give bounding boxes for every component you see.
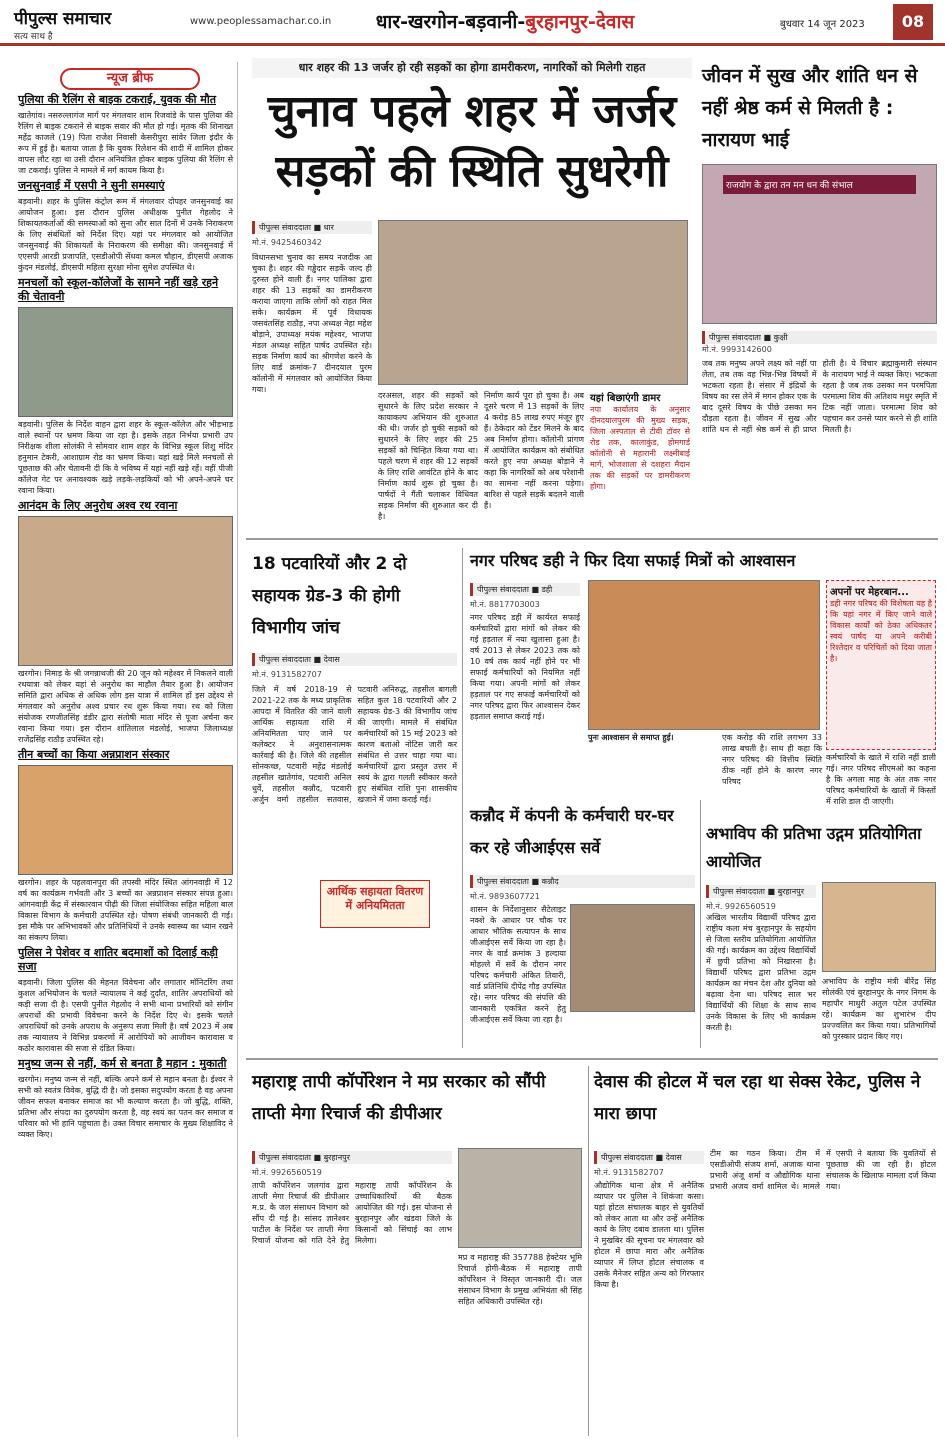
divider	[246, 538, 938, 540]
tapti-byline: पीपुल्स संवाददाता ■ बुरहानपुर	[252, 1151, 452, 1164]
abvp-photo	[822, 882, 936, 972]
section-title: धार-खरगोन-बड़वानी-बुरहानपुर-देवास	[375, 11, 635, 33]
brief-headline: पुलिया की रैलिंग से बाइक टकराई, युवक की मौत	[18, 93, 216, 106]
issue-date: बुधवार 14 जून 2023	[780, 19, 865, 30]
brief-text: खरगोन। मनुष्य जन्म से नहीं, बल्कि अपने कर्म से महान बनता है। ईश्वर ने सभी को स्वतंत्र विवेक, बुद्धि दी है। जो इसका सदुपयोग करता है वह अपना जीवन सफल बनाकर समाज का भी कल्याण करता है। जो बुद्धि, शक्ति, प्रतिभा और संपदा का दुरुपयोग करता है, वह स्वयं का पतन कर समाज व परिवार को भी हानि पहुंचाता है। उक्त विचार समाचार के मुख्य शिक्षाविद ने व्यक्त किए।	[18, 1075, 233, 1139]
kannod-byline: पीपुल्स संवाददाता ■ कन्नौद	[470, 875, 695, 888]
divider	[246, 1058, 938, 1060]
brief-headline: आनंदम के लिए अनुरोध अश्व रथ रवाना	[18, 499, 178, 512]
tapti-text-2: मप्र व महाराष्ट्र की 357788 हेक्टेयर भूमि रिचार्ज होगी-बैठक में महाराष्ट्र तापी कॉर्पोरेशन ने विस्तृत जानकारी दी। जल संसाधन विभाग के प्रमुख अभियंता श्री सिंह सहित अधिकारी उपस्थित रहे।	[458, 1253, 582, 1306]
abvp-text: अखिल भारतीय विद्यार्थी परिषद द्वारा राष्ट्रीय कला मंच बुरहानपुर के सहयोग से जिला स्तरीय प्रतियोगिता आयोजित की गई। कार्यक्रम का उद्देश्य विद्यार्थियों में छुपी प्रतिभा को निखारना है। विद्यार्थी परिषद द्वारा प्रतिभा उद्गम कार्यक्रम का मंचन देश और दुनिया को बढ़ावा देना था। परिषद साल भर विद्यार्थियों की शिक्षा के साथ साथ उनके विकास के लिए भी कार्यक्रम करती है।	[706, 913, 816, 1032]
brief-item	[18, 499, 233, 745]
brief-text: बड़वानी। पुलिस के निर्देश वाहन द्वारा शहर के स्कूल-कॉलेज और भीड़भाड़ वाले स्थानों पर भ्रमण किया जा रहा है। इसके तहत निर्भया प्रभारी उप निरीक्षक शीला सोलंकी ने सोमवार शाम शहर के विभिन्न स्कूल शिशु मंदिर हनुमान टेकरी, आशाग्राम रोड का भ्रमण किया। यहां खड़े मिले मनचलों से पूछताछ की और चेतावनी दी कि वे भविष्य में यहां नहीं खड़े रहें। वहीं पीजी कॉलेज गेट पर अनावश्यक खड़े लड़के-लड़कियों को भी अपने-अपने घर रवाना किया।	[18, 420, 233, 495]
brief-photo	[18, 765, 233, 875]
dahi-sidebox	[826, 580, 936, 750]
news-brief-label: न्यूज ब्रीफ	[60, 68, 200, 90]
brief-item	[18, 1057, 233, 1140]
dahi-byline: पीपुल्स संवाददाता ■ डही	[470, 583, 580, 596]
kannod-photo	[570, 904, 695, 1012]
patwari-headline: 18 पटवारियों और 2 दो सहायक ग्रेड-3 की होगी विभागीय जांच	[252, 554, 407, 638]
brief-photo	[18, 516, 233, 666]
abvp-text-2: अभाविप के राष्ट्रीय मंत्री बीरेंद्र सिंह सोलंकी एवं बुरहानपुर के नगर निगम के महापौर माधुरी अतुल पटेल उपस्थित रहे। कार्यक्रम का शुभारंभ दीप प्रज्ज्वलित कर किया गया। प्रतिभागियों को पुरस्कार प्रदान किए गए।	[822, 977, 936, 1041]
lead-mobile: मो.नं. 9425460342	[252, 238, 322, 247]
patwari-byline: पीपुल्स संवाददाता ■ देवास	[252, 653, 457, 666]
patwari-mobile: मो.नं. 9131582707	[252, 670, 322, 679]
website-link[interactable]: www.peoplessamachar.co.in	[190, 16, 332, 27]
dahi-text-2: एक करोड़ की राशि लगभग 33 लाख बचती है। साथ ही कहा कि नगर परिषद की वित्तीय स्थिति ठीक नहीं होने के कारण नगर परिषद	[722, 733, 822, 786]
page-number: 08	[893, 4, 933, 40]
kannod-text: शासन के निर्देशानुसार सैटेलाइट नक्शे के आधार पर चौक पर आधार भौतिक सत्यापन के साथ जीआईएस सर्वे किया जा रहा है। नगर के वार्ड क्रमांक 3 हल्दाया मोहल्ले में सर्वे के दौरान नगर परिषद कर्मचारी अंकित तिवारी, वार्ड प्रतिनिधि दीपेंद्र गौड़ उपस्थित रहे। नगर परिषद की संपत्ति की जानकारी एकत्रित करने हेतु जीआईएस सर्वे किया जा रहा है।	[470, 905, 566, 1024]
lead-headline: चुनाव पहले शहर में जर्जर सड़कों की स्थिति सुधरेगी	[267, 86, 677, 197]
logo-tagline: सत्य साथ है	[14, 32, 53, 42]
brief-item	[18, 93, 233, 176]
patwari-text: जिले में वर्ष 2018-19 से 2021-22 तक के मध्य प्राकृतिक आपदा में वितरित की जाने वाली आर्थिक सहायता राशि में अनियमितता पाए जाने पर कलेक्टर ने अनुशासनात्मक कार्रवाई की है। जिले की तहसील सोनकच्छ, पटवारी महेंद्र मंडलोई तहसील खातेगांव, पटवारी अनिल धुर्वे, तहसील कन्नौद, पटवारी अर्जुन वर्मा तहसील सतवास, पटवारी अनिरुद्ध, तहसील बागली सहित कुल 18 पटवारियों और 2 सहायक ग्रेड-3 की विभागीय जांच की जाएगी। मामले में संबंधित कर्मचारियों को 15 मई 2023 को कारण बताओ नोटिस जारी कर संबंधित से उत्तर चाहा गया था। कर्मचारियों द्वारा प्रस्तुत उत्तर में स्वयं के द्वारा गलती स्वीकार करते हुए संबंधित राशि पुनः शासकीय खजाने में जमा कराई गई।	[252, 685, 457, 804]
right-top-banner: राजयोग के द्वारा तन मन धन की संभाल	[723, 175, 916, 194]
dewas-headline: देवास की होटल में चल रहा था सेक्स रेकेट, पुलिस ने मारा छापा	[594, 1072, 921, 1124]
divider	[462, 548, 463, 1048]
dewas-byline: पीपुल्स संवाददाता ■ देवास	[594, 1151, 704, 1164]
brief-item	[18, 946, 233, 1054]
logo-text: पीपुल्स समाचार	[14, 9, 112, 29]
tapti-text: तापी कॉर्पोरेशन जलगांव द्वारा ताप्ती मेगा रिचार्ज की डीपीआर म.प्र. के जल संसाधन विभाग को सौंप दी गई है। सांसद ज्ञानेश्वर पाटील के निर्देश पर ताप्ती मेगा रिचार्ज योजना को गति देने हेतु महाराष्ट्र तापी कॉर्पोरेशन के उच्चाधिकारियों की बैठक आयोजित की गई। इस योजना से बुरहानपुर और खंडवा जिले के किसानों को सिंचाई का लाभ मिलेगा।	[252, 1181, 452, 1245]
dahi-right-text: कर्मचारियों के खाते में राशि नहीं डाली गई। नगर परिषद सीएमओ का कहना है कि अगला माह के अंत तक नगर परिषद कर्मचारियों के खातों में किस्तों में राशि डाल दी जाएगी।	[826, 753, 936, 806]
news-brief-column	[18, 62, 238, 1437]
kannod-byline-block	[470, 872, 695, 902]
dewas-text: औद्योगिक थाना क्षेत्र में अनैतिक व्यापार पर पुलिस ने शिकंजा कसा। यहां होटल संचालक बाहर से युवतियों को लेकर आता था और उन्हें अनैतिक कार्य के लिए दबाव डालता था। पुलिस ने मुखबिर की सूचना पर मंगलवार को होटल में छापा मारा और अनैतिक व्यापार में लिप्त होटल संचालक व उसके मैनेजर सहित अन्य को गिरफ्तार किया है।	[594, 1181, 704, 1289]
tapti-mobile: मो.नं. 9926560519	[252, 1168, 322, 1177]
dewas-text-2: टीम का गठन किया। टीम में एसडीओपी संजय शर्मा, अजाक थाना प्रभारी अंजू शर्मा व औद्योगिक थाना प्रभारी अजय वर्मा शामिल थे। मामले में एसपी ने बताया कि युवतियों से पूछताछ की जा रही है। होटल संचालक के खिलाफ मामला दर्ज किया गया।	[710, 1149, 936, 1191]
lead-col-3: निर्माण कार्य पूरा हो चुका है। अब दूसरे चरण में 13 सड़कों के लिए 4 करोड़ 85 लाख रुपए मंजूर हुए हैं। ठेकेदार को टेंडर मिलने के बाद अब निर्माण होगा। कॉलोनी प्रांगण में आयोजित कार्यक्रम को संबोधित करते हुए नपा अध्यक्ष बोड़ाने ने कहा कि नागरिकों को अब परेशानी का सामना नहीं करना पड़ेगा। बारिश से पहले सड़कें बदलने वाली हैं।	[484, 391, 584, 510]
brief-item	[18, 276, 233, 496]
brief-headline: जनसुनवाई में एसपी ने सुनी समस्याएं	[18, 179, 165, 192]
dahi-byline-block	[470, 580, 580, 610]
dahi-box-title: अपनों पर मेहरबान...	[830, 587, 909, 598]
lead-col-1: विधानसभा चुनाव का समय नजदीक आ चुका है। शहर की गड्ढेदार सड़कें जल्द ही दुरुस्त होने वाली हैं। नगर पालिका द्वारा शहर की 13 सड़कों का डामरीकरण कराया जाएगा ताकि लोगों को राहत मिल सके। कार्यक्रम में पूर्व विधायक जसवंतसिंह राठौड़, नपा अध्यक्ष नेहा महेश बोड़ाने, उपाध्यक्ष मयंक महेश्वर, भाजपा मंडल अध्यक्ष सहित पार्षद उपस्थित रहे। सड़क निर्माण कार्य का श्रीगणेश करने के लिए वार्ड क्रमांक-7 दीनदयाल पुरम कॉलोनी में मंगलवार को आयोजित किया गया।	[252, 253, 372, 394]
patwari-inset: आर्थिक सहायता वितरण में अनियमितता	[320, 880, 430, 928]
dewas-mobile: मो.नं. 9131582707	[594, 1168, 664, 1177]
kannod-mobile: मो.नं. 9893607721	[470, 892, 540, 901]
dahi-text: नगर परिषद डही में कार्यरत सफाई कर्मचारियों द्वारा मांगों को लेकर की गई हड़ताल में नया खुलासा हुआ है। वर्ष 2013 से लेकर 2023 तक को 10 वर्ष तक कार्य नहीं होने पर भी सफाई कर्मचारियों को नियमित नहीं किया गया। अपनी मांगों को लेकर हड़ताल पर गए सफाई कर्मचारियों को नगर परिषद द्वारा फिर आश्वासन देकर हड़ताल समाप्त कराई गई।	[470, 613, 580, 721]
right-top-byline: पीपुल्स संवाददाता ■ कुक्षी	[702, 331, 937, 344]
divider	[588, 1066, 589, 1436]
lead-photo-caption: यहां बिछाएंगी डामर	[590, 393, 661, 404]
brief-photo	[18, 307, 233, 417]
brief-item	[18, 748, 233, 943]
brief-text: खरगोन। शहर के पहलवानपुरा की तपस्वी मंदिर स्थित आंगनवाड़ी में 12 वर्ष का कार्यक्रम गर्भवती और 3 बच्चों का अन्नप्राशन संस्कार संपन्न हुआ। आंगनवाड़ी केंद्र में संस्कारवान पीढ़ी की जिला संयोजिका सहित महिला बाल विकास विभाग के कर्मचारी उपस्थित रहे। पोषण संबंधी जानकारी दी गई। इस मौके पर अभिभावकों और प्रतिनिधियों ने उनके स्वास्थ्य का ध्यान रखने का संकल्प लिया।	[18, 878, 233, 942]
right-top-mobile: मो.नं. 9993142600	[702, 345, 772, 354]
dahi-photo-caption: पुनः आश्वासन से समाप्त हुई।	[588, 733, 674, 742]
dahi-headline: नगर परिषद डही ने फिर दिया सफाई मित्रों को आश्वासन	[470, 551, 796, 570]
abvp-byline: पीपुल्स संवाददाता ■ बुरहानपुर	[706, 885, 816, 898]
right-top-photo	[702, 164, 937, 324]
kannod-headline: कन्नौद में कंपनी के कर्मचारी घर-घर कर रहे जीआईएस सर्वे	[470, 806, 674, 857]
brief-headline: मनचलों को स्कूल-कॉलेजों के सामने नहीं खड़े रहने की चेतावनी	[18, 276, 219, 303]
brief-text: खातेगांव। नसरुल्लागंज मार्ग पर मंगलवार शाम रिजवांडे के पास पुलिया की रैलिंग से बाइक टकराने से बाइक सवार की मौत हो गई। मृतक की शिनाख्त महेंद्र काजले (19) पिता राजेश निवासी केसरीपुरा सांवेर जिला इंदौर के रूप में हुई है। बताया जाता है कि युवक रिलेशन की शादी में शामिल होकर वापस लौट रहा था उसी दौरान अनियंत्रित होकर बाइक पुलिया की रैलिंग से जा टकराई। पुलिस ने मामले में मर्ग कायम किया है।	[18, 111, 233, 175]
lead-photo	[378, 220, 688, 385]
lead-byline: पीपुल्स संवाददाता ■ धार	[252, 221, 372, 234]
tapti-headline: महाराष्ट्र तापी कॉर्पोरेशन ने मप्र सरकार को सौंपी ताप्ती मेगा रिचार्ज की डीपीआर	[252, 1072, 546, 1124]
brief-text: बड़वानी। शहर के पुलिस कंट्रोल रूम में मंगलवार दोपहर जनसुनवाई का आयोजन हुआ। इस दौरान पुलिस अधीक्षक पुनीत गेहलोद ने शिकायतकर्ताओं की समस्याओं को सुना और सात दिनों में उनके निराकरण के लिए संबंधितों को निर्देश दिए। यहां पर मंगलवार को आयोजित जनसुनवाई की शिकायतों के निराकरण की समीक्षा की। जनसुनवाई में एएसपी आरडी प्रजापति, एसडीओपी सेंधवा कमल चौहान, डीएसपी अजाक कुंदन मंडलोई, डीएसपी महिला सुरक्षा मोना सुमेश उपस्थित थे।	[18, 197, 233, 272]
dahi-box-text: डही नगर परिषद की विशेषता यह है कि यहां नगर में किए जाने वाले विकास कार्यों को ठेका अधिकतर स्वयं पार्षद या अपने करीबी रिश्तेदार व परिचितों को दिया जाता है।	[830, 599, 932, 663]
divider	[700, 800, 701, 1048]
lead-photo-note-text: नपा कार्यालय के अनुसार दीनदयालपुरम की मुख्य सड़क, जिला अस्पताल से टीवी टॉवर से रोड तक, कालाकुंड, होमगार्ड कॉलोनी से महारानी लक्ष्मीबाई मार्ग, भोजशाला से दशहरा मैदान तक की सड़कों पर डामरीकरण होगा।	[590, 405, 690, 491]
brief-text: खरगोन। निमाड़ के श्री जगन्नाथजी की 20 जून को महेश्वर में निकलने वाली रथयात्रा को लेकर यहां से अनुरोध का माहौल तैयार हुआ है। आयोजन समिति द्वारा अधिक से अधिक लोग इस यात्रा में शामिल हों इस उद्देश्य से मंगलवार को अनुरोध अश्व प्रचार रथ शुरू किया गया। रथ को जिला संयोजक रणजीतसिंह डंडीर द्वारा संतोषी माता मंदिर से पूजा अर्चना कर रवाना किया गया। इस दौरान शांतिलाल मंडलोई, भाजपा जिलाध्यक्ष राजेंद्रसिंह राठौड़ उपस्थित रहे।	[18, 669, 233, 744]
tapti-byline-block	[252, 1148, 452, 1178]
right-top-headline: जीवन में सुख और शांति धन से नहीं श्रेष्ठ कर्म से मिलती है : नारायण भाई	[702, 65, 918, 151]
lead-byline-block	[252, 218, 372, 248]
lead-kicker: धार शहर की 13 जर्जर हो रही सड़कों का होगा डामरीकरण, नागरिकों को मिलेगी राहत	[252, 58, 692, 78]
dewas-byline-block	[594, 1148, 704, 1178]
right-top-text: जब तक मनुष्य अपने लक्ष्य को नहीं पा लेता, तब तक वह भिन्न-भिन्न विषयों में भटकता रहता है। संसार में इंद्रियों के विषय का रस लेने में मगन होकर एक के बाद दूसरे विषय के पीछे उसका मन दौड़ता रहता है। जीवन में सुख और शांति धन से नहीं श्रेष्ठ कर्म से ही प्राप्त होती है। ये विचार ब्रह्माकुमारी संस्थान के नारायण भाई ने व्यक्त किए। भटकता रहता है जब तक उसका मन परमपिता परमात्मा शिव की अतिशय मधुर स्मृति में टिक नहीं जाता। परमात्मा शिव को पहचान कर उनसे प्यार करने से ही शांति मिलती है।	[702, 359, 937, 434]
abvp-byline-block	[706, 882, 816, 912]
tapti-photo	[458, 1148, 582, 1248]
brief-headline: पुलिस ने पेशेवर व शातिर बदमाशों को दिलाई कड़ी सजा	[18, 946, 218, 973]
lead-col-2: दरअसल, शहर की सड़कों को सुधारने के लिए प्रदेश सरकार ने कायाकल्प अभियान की शुरुआत की थी। जर्जर हो चुकी सड़कों को सुधारने के लिए शहर की 25 सड़कों को चिन्हित किया गया था। पहले चरण में शहर की 12 सड़कों के लिए राशि आवंटित होने के बाद निर्माण कार्य शुरू हो चुका है। पार्षदों ने गैंती चलाकर विधिवत सड़क निर्माण की शुरुआत कर दी है।	[378, 391, 478, 521]
abvp-headline: अभाविप की प्रतिभा उद्गम प्रतियोगिता आयोजित	[706, 824, 922, 871]
dahi-mobile: मो.नं. 8817703003	[470, 600, 540, 609]
brief-item	[18, 179, 233, 273]
brief-headline: तीन बच्चों का किया अन्नप्राशन संस्कार	[18, 748, 170, 761]
patwari-byline-block	[252, 650, 457, 680]
brief-text: बड़वानी। जिला पुलिस की मेहनत विवेचना और लगातार मॉनिटरिंग तथा कुशल अभियोजन के चलते न्यायालय ने कई दुर्दांत, शातिर अपराधियों को कड़ी सजा दी है। एसपी पुनीत गेहलोद ने सभी थाना प्रभारियों को संगीन अपराधों की प्रभावी विवेचना करने के निर्देश दिए थे। इसके चलते अपराधियों को उनके अपराध के अनुरूप सजा मिली है। वर्ष 2023 में अब तक न्यायालय ने विभिन्न प्रकरणों में आरोपियों को आजीवन कारावास व कठोर कारावास की सजा से दंडित किया।	[18, 978, 233, 1053]
dahi-photo	[588, 580, 820, 730]
abvp-mobile: मो.नं. 9926560519	[706, 902, 776, 911]
newspaper-logo	[14, 6, 184, 42]
lead-photo-note	[590, 390, 690, 530]
brief-headline: मनुष्य जन्म से नहीं, कर्म से बनता है महान : मुकाती	[18, 1057, 227, 1070]
